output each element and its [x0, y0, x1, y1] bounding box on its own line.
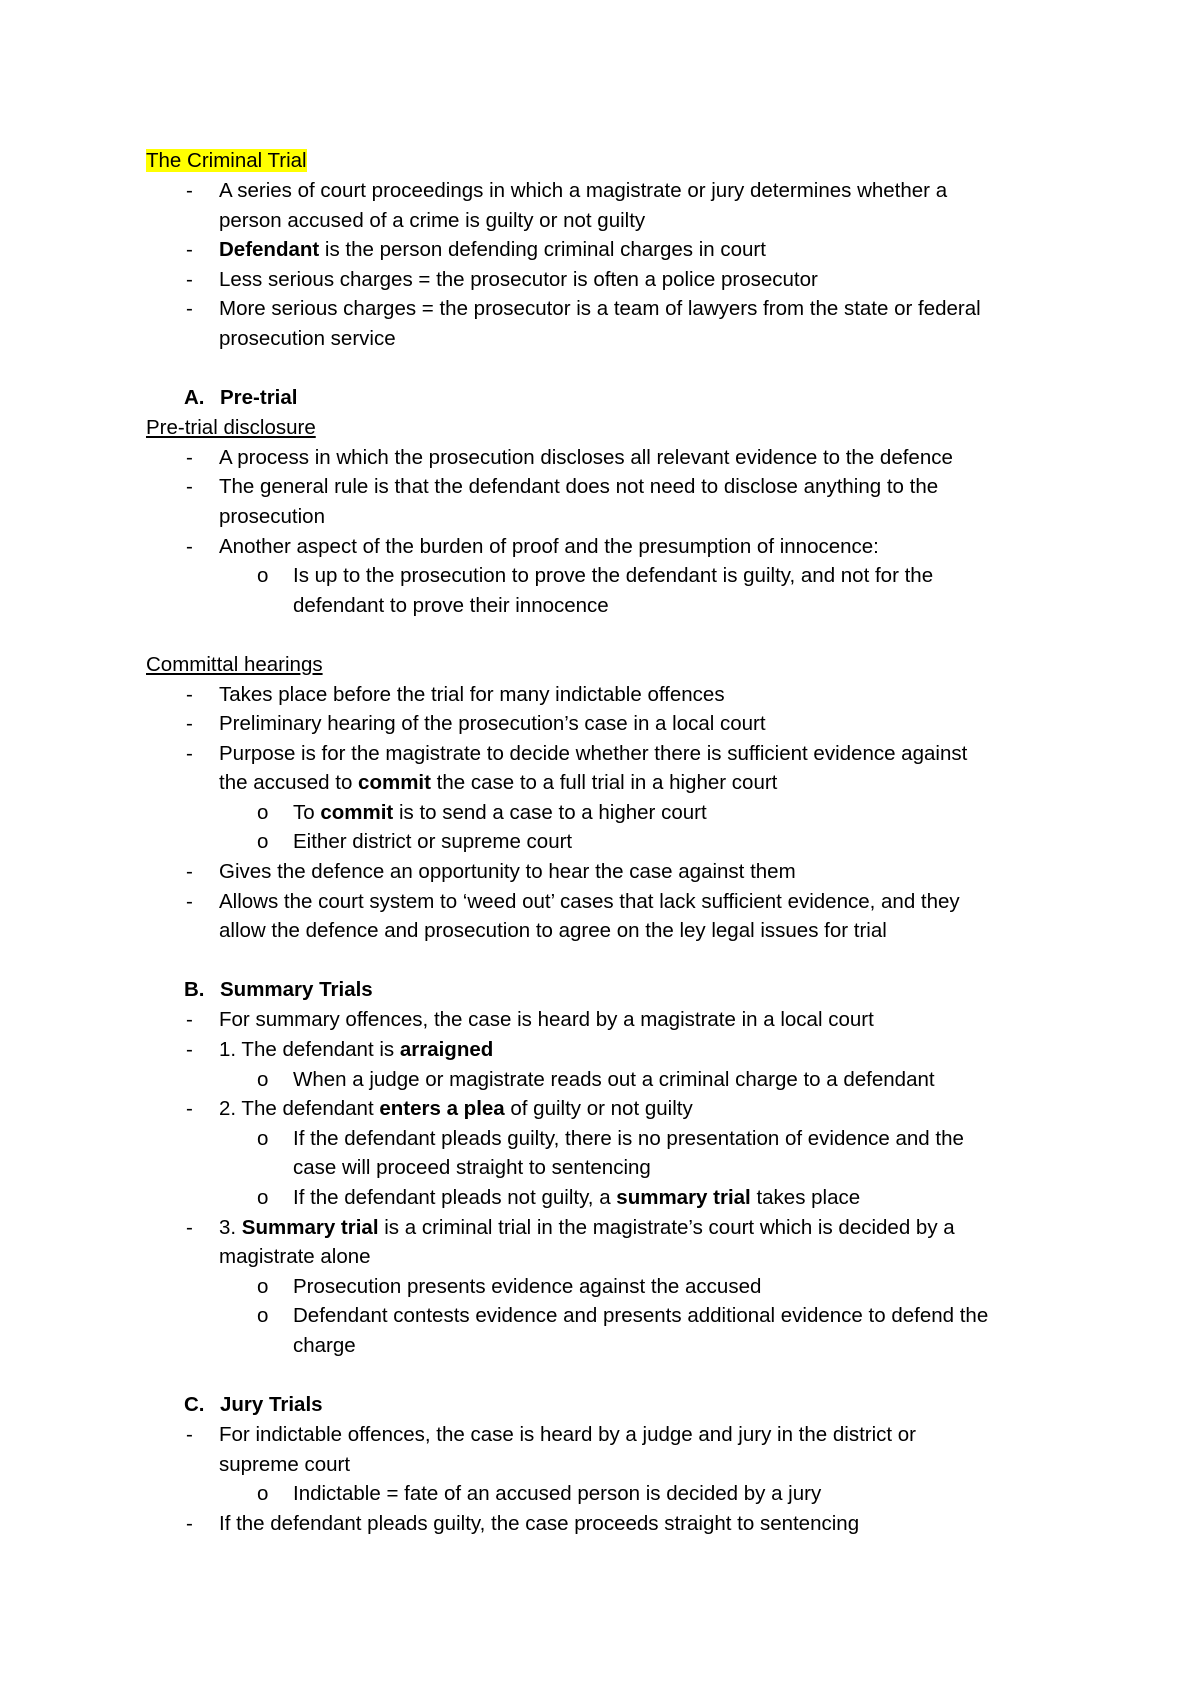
- bullet-text: Purpose is for the magistrate to decide whether there is sufficient evidence against: [219, 741, 968, 765]
- dash-bullet: -: [186, 534, 193, 558]
- bullet-text: For summary offences, the case is heard by a magistrate in a local court: [219, 1008, 874, 1032]
- list-item: [146, 1005, 1086, 1035]
- list-item: [146, 1213, 1086, 1243]
- bullet-text: charge: [293, 1333, 356, 1357]
- bullet-text: 2. The defendant: [219, 1097, 380, 1121]
- section-letter: B.: [184, 978, 205, 1002]
- circle-bullet: o: [257, 564, 269, 588]
- list-item: [146, 857, 1086, 887]
- list-item: [146, 532, 1086, 562]
- circle-bullet: o: [257, 1482, 269, 1506]
- subheading-committal-hearings: Committal hearings: [146, 652, 323, 676]
- dash-bullet: -: [186, 1008, 193, 1032]
- bullet-text: takes place: [750, 1186, 861, 1209]
- sub-list-item-continuation: [146, 591, 1086, 621]
- dash-bullet: -: [186, 682, 193, 706]
- spacer: [146, 1361, 1086, 1391]
- sub-list-item: [146, 1183, 1086, 1213]
- circle-bullet: o: [257, 1186, 269, 1209]
- dash-bullet: -: [186, 1038, 193, 1062]
- bold-term: Defendant: [219, 238, 320, 262]
- bullet-text: If the defendant pleads guilty, the case proceeds straight to sentencing: [219, 1511, 860, 1535]
- list-item: [146, 294, 1086, 324]
- document-content: [146, 146, 1086, 1539]
- bullet-text: of guilty or not guilty: [504, 1097, 693, 1121]
- page-title: [146, 146, 1086, 176]
- section-letter: A.: [184, 386, 205, 410]
- section-letter: C.: [184, 1393, 205, 1417]
- title-highlight: The Criminal Trial: [146, 149, 307, 172]
- list-item: [146, 887, 1086, 917]
- bullet-text: magistrate alone: [219, 1245, 371, 1269]
- list-item: [146, 739, 1086, 769]
- spacer: [146, 946, 1086, 976]
- bullet-text: is to send a case to a higher court: [393, 800, 707, 824]
- list-item: [146, 176, 1086, 206]
- bullet-text: To: [293, 800, 321, 824]
- circle-bullet: o: [257, 830, 269, 854]
- subheading-pretrial-disclosure: Pre-trial disclosure: [146, 416, 316, 440]
- bullet-text: 3.: [219, 1215, 242, 1239]
- spacer: [146, 354, 1086, 384]
- bullet-text: Allows the court system to ‘weed out’ cases that lack sufficient evidence, and they: [219, 889, 960, 913]
- list-item: [146, 1420, 1086, 1450]
- bullet-text: For indictable offences, the case is heard by a judge and jury in the district or: [219, 1423, 917, 1447]
- section-heading-a: [146, 383, 1086, 413]
- section-heading-c: [146, 1390, 1086, 1420]
- bullet-text: More serious charges = the prosecutor is a team of lawyers from the state or federal: [219, 297, 981, 321]
- bold-term: Summary trial: [241, 1215, 379, 1239]
- bullet-text: The general rule is that the defendant does not need to disclose anything to the: [219, 475, 939, 499]
- bullet-text: A process in which the prosecution discloses all relevant evidence to the defence: [219, 445, 953, 469]
- dash-bullet: -: [186, 445, 193, 469]
- spacer: [146, 620, 1086, 650]
- sub-list-item-continuation: [146, 1331, 1086, 1361]
- list-item: [146, 472, 1086, 502]
- dash-bullet: -: [186, 297, 193, 321]
- bullet-text: is the person defending criminal charges in court: [319, 238, 766, 262]
- sub-list-item: [146, 1301, 1086, 1331]
- circle-bullet: o: [257, 1304, 269, 1328]
- list-item: [146, 1509, 1086, 1539]
- sub-list-item: [146, 1272, 1086, 1302]
- list-item-continuation: [146, 1242, 1086, 1272]
- sub-list-item: [146, 1479, 1086, 1509]
- bullet-text: defendant to prove their innocence: [293, 593, 609, 617]
- bullet-text: Less serious charges = the prosecutor is often a police prosecutor: [219, 267, 818, 291]
- circle-bullet: o: [257, 800, 269, 824]
- bullet-text: allow the defence and prosecution to agree on the ley legal issues for trial: [219, 919, 887, 943]
- bold-term: enters a plea: [379, 1097, 505, 1121]
- bullet-text: prosecution: [219, 504, 325, 528]
- bullet-text: Indictable = fate of an accused person is decided by a jury: [293, 1482, 822, 1506]
- dash-bullet: -: [186, 1097, 193, 1121]
- bullet-text: the accused to: [219, 771, 359, 795]
- bullet-text: Gives the defence an opportunity to hear the case against them: [219, 860, 796, 884]
- list-item-continuation: [146, 916, 1086, 946]
- circle-bullet: o: [257, 1126, 269, 1150]
- bold-term: summary trial: [616, 1186, 751, 1209]
- dash-bullet: -: [186, 475, 193, 499]
- dash-bullet: -: [186, 267, 193, 291]
- sub-list-item: [146, 1124, 1086, 1154]
- bold-term: arraigned: [399, 1038, 494, 1062]
- bullet-text: A series of court proceedings in which a magistrate or jury determines whether a: [219, 179, 948, 202]
- section-title: Pre-trial: [220, 386, 298, 410]
- dash-bullet: -: [186, 741, 193, 765]
- list-item-continuation: [146, 1450, 1086, 1480]
- bullet-text: supreme court: [219, 1452, 351, 1476]
- sub-list-item: [146, 798, 1086, 828]
- dash-bullet: -: [186, 889, 193, 913]
- section-title: Jury Trials: [220, 1393, 323, 1417]
- bullet-text: Prosecution presents evidence against the accused: [293, 1274, 762, 1298]
- dash-bullet: -: [186, 179, 193, 202]
- list-item: [146, 443, 1086, 473]
- bullet-text: Another aspect of the burden of proof and the presumption of innocence:: [219, 534, 879, 558]
- bullet-text: Takes place before the trial for many indictable offences: [219, 682, 725, 706]
- bullet-text: If the defendant pleads not guilty, a: [293, 1186, 617, 1209]
- list-item: [146, 1035, 1086, 1065]
- circle-bullet: o: [257, 1274, 269, 1298]
- bullet-text: 1. The defendant is: [219, 1038, 400, 1062]
- bold-term: commit: [320, 800, 394, 824]
- list-item-continuation: [146, 502, 1086, 532]
- sub-list-item: [146, 561, 1086, 591]
- bullet-text: case will proceed straight to sentencing: [293, 1156, 651, 1180]
- bullet-text: When a judge or magistrate reads out a criminal charge to a defendant: [293, 1067, 935, 1091]
- dash-bullet: -: [186, 860, 193, 884]
- list-item-continuation: [146, 324, 1086, 354]
- section-heading-b: [146, 975, 1086, 1005]
- list-item: [146, 1094, 1086, 1124]
- sub-list-item: [146, 827, 1086, 857]
- list-item-continuation: [146, 206, 1086, 236]
- list-item: [146, 680, 1086, 710]
- dash-bullet: -: [186, 1423, 193, 1447]
- section-title: Summary Trials: [220, 978, 373, 1002]
- bullet-text: Either district or supreme court: [293, 830, 573, 854]
- sub-list-item-continuation: [146, 1153, 1086, 1183]
- bullet-text: prosecution service: [219, 326, 396, 350]
- dash-bullet: -: [186, 238, 193, 262]
- bullet-text: Defendant contests evidence and presents additional evidence to defend the: [293, 1304, 989, 1328]
- bold-term: commit: [358, 771, 431, 795]
- list-item-continuation: [146, 768, 1086, 798]
- list-item: [146, 709, 1086, 739]
- bullet-text: Preliminary hearing of the prosecution’s case in a local court: [219, 712, 766, 736]
- dash-bullet: -: [186, 1215, 193, 1239]
- bullet-text: person accused of a crime is guilty or not guilty: [219, 208, 646, 232]
- dash-bullet: -: [186, 712, 193, 736]
- sub-list-item: [146, 1065, 1086, 1095]
- bullet-text: If the defendant pleads guilty, there is no presentation of evidence and the: [293, 1126, 964, 1150]
- bullet-text: the case to a full trial in a higher court: [430, 771, 778, 795]
- bullet-text: Is up to the prosecution to prove the defendant is guilty, and not for the: [293, 564, 934, 588]
- list-item: [146, 265, 1086, 295]
- circle-bullet: o: [257, 1067, 269, 1091]
- bullet-text: is a criminal trial in the magistrate’s court which is decided by a: [378, 1215, 955, 1239]
- list-item: [146, 235, 1086, 265]
- dash-bullet: -: [186, 1511, 193, 1535]
